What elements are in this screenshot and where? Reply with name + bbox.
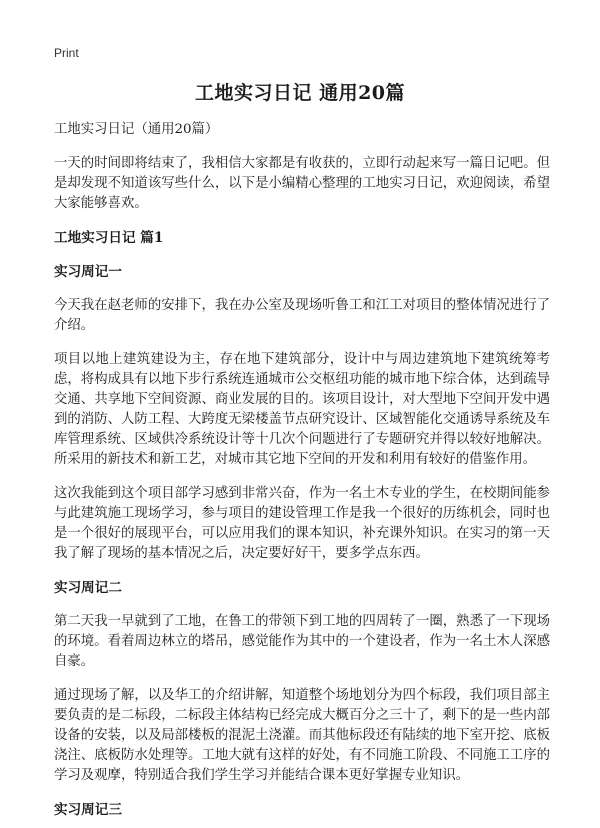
document-body: [54, 120, 550, 828]
week-2-paragraph-2: 通过现场了解，以及华工的介绍讲解，知道整个场地划分为四个标段，我们项目部主要负责的是二标段，二标段主体结构已经完成大概百分之三十了，剩下的是一些内部设备的安装，以及局部楼板的混泥土浇灌。而其他标段还有陆续的地下室开挖、底板浇注、底板防水处理等。工地大就有这样的好处，有不同施工阶段、不同施工工序的学习及观摩，特别适合我们学生学习并能结合课本更好掌握专业知识。: [54, 688, 550, 783]
document-subtitle: 工地实习日记（通用20篇）: [54, 122, 219, 137]
print-label: Print: [54, 46, 79, 60]
week-2-paragraph-1: 第二天我一早就到了工地，在鲁工的带领下到工地的四周转了一圈，熟悉了一下现场的环境。看着周边林立的塔吊，感觉能作为其中的一个建设者，作为一名土木人深感自豪。: [54, 614, 550, 669]
week-1-paragraph-2: 项目以地上建筑建设为主，存在地下建筑部分，设计中与周边建筑地下建筑统筹考虑，将构成具有以地下步行系统连通城市公交枢纽功能的城市地下综合体，达到疏导交通、共享地下空间资源、商业发展的目的。该项目设计，对大型地下空间开发中遇到的消防、人防工程、大跨度无梁楼盖节点研究设计、区域智能化交通诱导系统及车库管理系统、区域供冷系统设计等十几次个问题进行了专题研究并得以较好地解决。所采用的新技术和新工艺，对城市其它地下空间的开发和利用有较好的借鉴作用。: [54, 352, 550, 467]
week-heading-1: 实习周记一: [54, 264, 122, 280]
week-heading-3: 实习周记三: [54, 802, 122, 818]
section-heading: 工地实习日记 篇1: [54, 230, 164, 246]
document-title: 工地实习日记 通用20篇: [194, 82, 406, 104]
week-heading-2: 实习周记二: [54, 580, 122, 596]
intro-paragraph: 一天的时间即将结束了，我相信大家都是有收获的，立即行动起来写一篇日记吧。但是却发现不知道该写些什么，以下是小编精心整理的工地实习日记，欢迎阅读，希望大家能够喜欢。: [54, 156, 550, 211]
week-1-paragraph-3: 这次我能到这个项目部学习感到非常兴奋，作为一名土木专业的学生，在校期间能参与此建筑施工现场学习，参与项目的建设管理工作是我一个很好的历练机会，同时也是一个很好的展现平台，可以应用我们的课本知识，补充课外知识。在实习的第一天我了解了现场的基本情况之后，决定要好好干，要多学点东西。: [54, 486, 550, 561]
week-1-paragraph-1: 今天我在赵老师的安排下，我在办公室及现场听鲁工和江工对项目的整体情况进行了介绍。: [54, 298, 550, 333]
